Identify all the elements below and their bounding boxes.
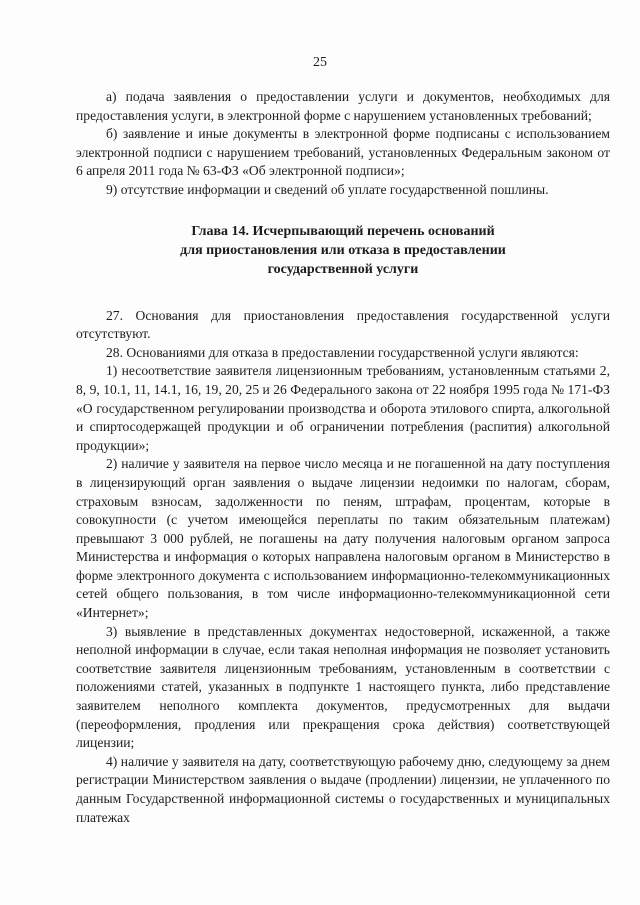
list-item-3: 3) выявление в представленных документах недостоверной, искаженной, а также неполной информации в случае, если такая неполная информация не позволяет установить соответствие заявителя лицензионным требованиям, установленным в соответствии с положениями статей, указанных в подпункте 1 настоящего пункта, либо представление заявителем неполного комплекта документов, предусмотренных для выдачи (переоформления, продления или прекращения срока действия) соответствующей лицензии; [76, 623, 610, 751]
paragraph-27: 27. Основания для приостановления предоставления государственной услуги отсутствуют. [76, 307, 610, 342]
page-number: 25 [313, 55, 327, 70]
document-body [76, 88, 610, 827]
list-item-2: 2) наличие у заявителя на первое число месяца и не погашенной на дату поступления в лицензирующий орган заявления о выдаче лицензии недоимки по налогам, сборам, страховым взносам, задолженности по пеням, штрафам, процентам, которые в совокупности (с учетом имеющейся переплаты по таким обязательным платежам) превышают 3 000 рублей, не погашены на дату получения налоговым органом запроса Министерства и информация о которых направлена налоговым органом в Министерство в форме электронного документа с использованием информационно-телекоммуникационных сетей общего пользования, в том числе информационно-телекоммуникационной сети «Интернет»; [76, 456, 610, 621]
paragraph-b: б) заявление и иные документы в электронной форме подписаны с использованием электронной подписи с нарушением требований, установленных Федеральным законом от 6 апреля 2011 года № 63-ФЗ «Об электронной подписи»; [76, 126, 610, 179]
chapter-heading-line-2: для приостановления или отказа в предоставлении [180, 242, 506, 258]
paragraph-9: 9) отсутствие информации и сведений об уплате государственной пошлины. [106, 181, 549, 197]
list-item-4: 4) наличие у заявителя на дату, соответствующую рабочему дню, следующему за днем регистрации Министерством заявления о выдаче (продлении) лицензии, не уплаченного по данным Государственной информационной системы о государственных и муниципальных платежах [76, 753, 610, 825]
chapter-heading-line-3: государственной услуги [267, 261, 419, 277]
list-item-1: 1) несоответствие заявителя лицензионным требованиям, установленным статьями 2, 8, 9, 10.1, 11, 14.1, 16, 19, 20, 25 и 26 Федерального закона от 22 ноября 1995 года № 171-ФЗ «О государственном регулировании производства и оборота этилового спирта, алкогольной и спиртосодержащей продукции и об ограничении потребления (распития) алкогольной продукции»; [76, 363, 610, 453]
chapter-heading [76, 222, 610, 279]
chapter-heading-line-1: Глава 14. Исчерпывающий перечень оснований [191, 223, 495, 239]
paragraph-a: а) подача заявления о предоставлении услуги и документов, необходимых для предоставления услуги, в электронной форме с нарушением установленных требований; [76, 89, 610, 123]
paragraph-28: 28. Основаниями для отказа в предоставлении государственной услуги являются: [106, 344, 579, 360]
